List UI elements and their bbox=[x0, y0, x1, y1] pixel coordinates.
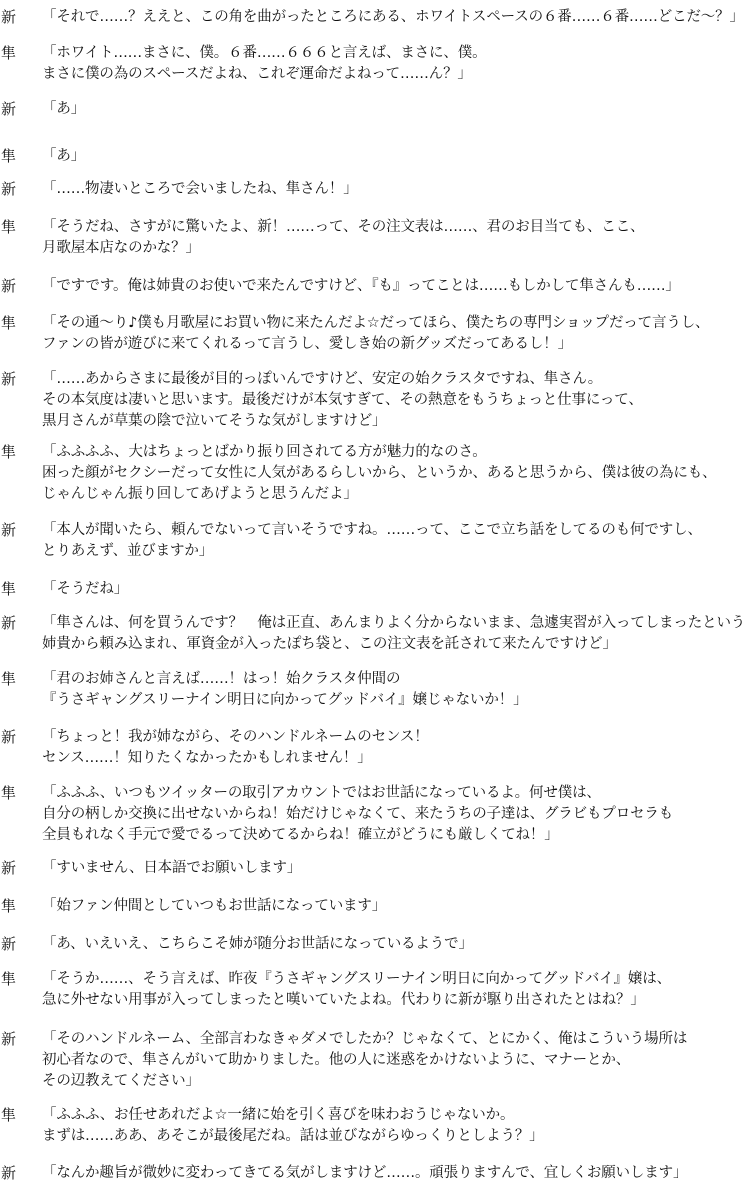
speaker-name: 新 bbox=[1, 1030, 17, 1048]
speaker-name: 隼 bbox=[1, 970, 17, 988]
speaker-name: 新 bbox=[1, 859, 17, 877]
dialogue-line: 「隼さんは、何を買うんです？ 俺は正直、あんまりよく分からないまま、急遽実習が入ってしまったという bbox=[42, 615, 746, 631]
dialogue-line: 黒月さんが草葉の陰で泣いてそうな気がしますけど」 bbox=[42, 413, 387, 429]
dialogue-line: 「ホワイト……まさに、僕。６番……６６６と言えば、まさに、僕。 bbox=[42, 45, 487, 61]
speaker-name: 新 bbox=[1, 180, 17, 198]
dialogue-line: まさに僕の為のスペースだよね、これぞ運命だよねって……ん？」 bbox=[42, 66, 472, 82]
dialogue-line: 「あ」 bbox=[42, 148, 86, 164]
speaker-name: 隼 bbox=[1, 218, 17, 236]
dialogue-line: 「すいません、日本語でお願いします」 bbox=[42, 860, 302, 876]
speaker-name: 隼 bbox=[1, 897, 17, 915]
dialogue-line: 「ですです。俺は姉貴のお使いで来たんですけど、『も』ってことは……もしかして隼さんも……」 bbox=[42, 278, 680, 294]
dialogue-line: 『うさギャングスリーナイン明日に向かってグッドバイ』嬢じゃないか！」 bbox=[42, 692, 528, 708]
dialogue-line: 困った顔がセクシーだって女性に人気があるらしいから、というか、あると思うから、僕は彼の為にも、 bbox=[42, 465, 717, 481]
speaker-name: 隼 bbox=[1, 443, 17, 461]
dialogue-line: センス……！知りたくなかったかもしれません！」 bbox=[42, 750, 372, 766]
speaker-name: 隼 bbox=[1, 1106, 17, 1124]
speaker-name: 新 bbox=[1, 935, 17, 953]
speaker-name: 新 bbox=[1, 277, 17, 295]
dialogue-line: 「ふふふ、お任せあれだよ☆一緒に始を引く喜びを味わおうじゃないか。 bbox=[42, 1107, 515, 1123]
dialogue-line: 「ちょっと！我が姉ながら、そのハンドルネームのセンス！ bbox=[42, 729, 429, 745]
dialogue-line: じゃんじゃん振り回してあげようと思うんだよ」 bbox=[42, 486, 358, 502]
dialogue-line: 「そうだね、さすがに驚いたよ、新！……って、その注文表は……、君のお目当ても、ここ、 bbox=[42, 219, 645, 235]
dialogue-line: 「本人が聞いたら、頼んでないって言いそうですね。……って、ここで立ち話をしてるのも何ですし、 bbox=[42, 522, 702, 538]
dialogue-line: 「それで……？ええと、この角を曲がったところにある、ホワイトスペースの６番……６番……どこだ～？」 bbox=[42, 9, 744, 25]
speaker-name: 隼 bbox=[1, 784, 17, 802]
dialogue-line: 「そうだね」 bbox=[42, 581, 129, 597]
speaker-name: 新 bbox=[1, 370, 17, 388]
dialogue-line: その本気度は凄いと思います。最後だけが本気すぎて、その熱意をもうちょっと仕事にって、 bbox=[42, 392, 643, 408]
dialogue-line: 「そうか……、そう言えば、昨夜『うさギャングスリーナイン明日に向かってグッドバイ』嬢は、 bbox=[42, 971, 671, 987]
dialogue-line: まずは……ああ、あそこが最後尾だね。話は並びながらゆっくりとしよう？」 bbox=[42, 1128, 544, 1144]
speaker-name: 隼 bbox=[1, 670, 17, 688]
speaker-name: 新 bbox=[1, 728, 17, 746]
speaker-name: 新 bbox=[1, 8, 17, 26]
dialogue-line: ファンの皆が遊びに来てくれるって言うし、愛しき始の新グッズだってあるし！」 bbox=[42, 336, 572, 352]
speaker-name: 新 bbox=[1, 1164, 17, 1182]
dialogue-line: 月歌屋本店なのかな？」 bbox=[42, 240, 200, 256]
dialogue-line: 自分の柄しか交換に出せないからね！始だけじゃなくて、来たうちの子達は、グラビもプロセラも bbox=[42, 806, 674, 822]
dialogue-line: 「あ」 bbox=[42, 101, 86, 117]
dialogue-line: 全員もれなく手元で愛でるって決めてるからね！確立がどうにも厳しくてね！」 bbox=[42, 827, 559, 843]
dialogue-line: 「……あからさまに最後が目的っぽいんですけど、安定の始クラスタですね、隼さん。 bbox=[42, 371, 603, 387]
dialogue-line: 「なんか趣旨が微妙に変わってきてる気がしますけど……。頑張りますんで、宜しくお願いします」 bbox=[42, 1165, 688, 1181]
dialogue-line: 「その通～り♪僕も月歌屋にお買い物に来たんだよ☆だってほら、僕たちの専門ショップだって言うし、 bbox=[42, 315, 710, 331]
dialogue-line: 「ふふふふ、大はちょっとばかり振り回されてる方が魅力的なのさ。 bbox=[42, 444, 487, 460]
speaker-name: 新 bbox=[1, 614, 17, 632]
speaker-name: 隼 bbox=[1, 44, 17, 62]
dialogue-line: とりあえず、並びますか」 bbox=[42, 543, 214, 559]
dialogue-line: 「……物凄いところで会いましたね、隼さん！」 bbox=[42, 181, 358, 197]
dialogue-line: 急に外せない用事が入ってしまったと嘆いていたよね。代わりに新が駆り出されたとはね？」 bbox=[42, 992, 645, 1008]
dialogue-line: その辺教えてください」 bbox=[42, 1073, 200, 1089]
speaker-name: 隼 bbox=[1, 580, 17, 598]
speaker-name: 隼 bbox=[1, 314, 17, 332]
speaker-name: 新 bbox=[1, 521, 17, 539]
dialogue-line: 「あ、いえいえ、こちらこそ姉が随分お世話になっているようで」 bbox=[42, 936, 473, 952]
dialogue-line: 「ふふふ、いつもツイッターの取引アカウントではお世話になっているよ。何せ僕は、 bbox=[42, 785, 601, 801]
dialogue-line: 「そのハンドルネーム、全部言わなきゃダメでしたか？じゃなくて、とにかく、俺はこういう場所は bbox=[42, 1031, 688, 1047]
dialogue-line: 「始ファン仲間としていつもお世話になっています」 bbox=[42, 898, 387, 914]
speaker-name: 新 bbox=[1, 100, 17, 118]
dialogue-line: 「君のお姉さんと言えば……！はっ！始クラスタ仲間の bbox=[42, 671, 401, 687]
dialogue-line: 姉貴から頼み込まれ、軍資金が入ったぽち袋と、この注文表を託されて来たんですけど」 bbox=[42, 636, 617, 652]
speaker-name: 隼 bbox=[1, 147, 17, 165]
dialogue-line: 初心者なので、隼さんがいて助かりました。他の人に迷惑をかけないように、マナーとか、 bbox=[42, 1052, 631, 1068]
